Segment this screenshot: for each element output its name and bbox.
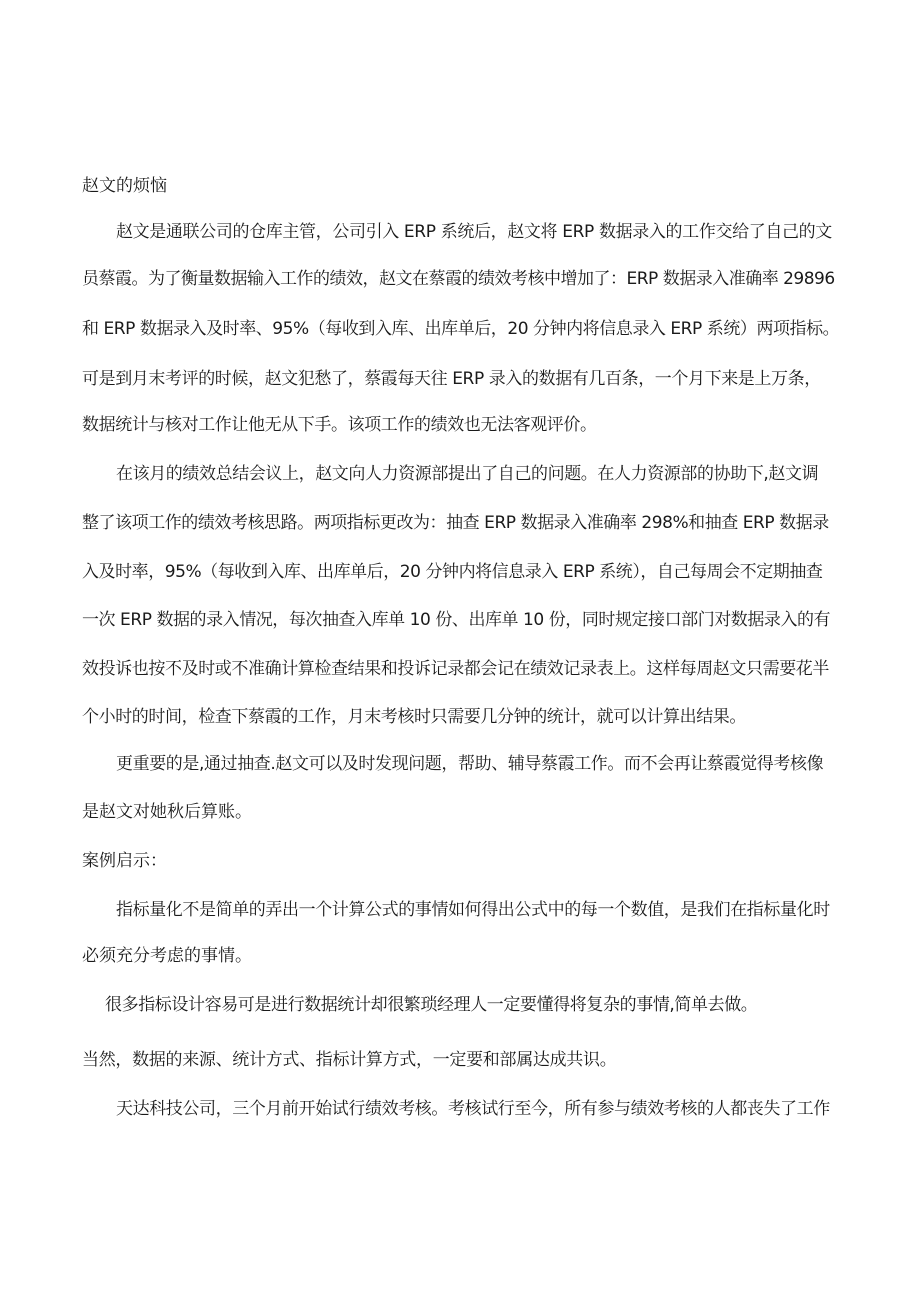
paragraph-line: 是赵文对她秋后算账。 bbox=[82, 802, 252, 822]
paragraph-line: 很多指标设计容易可是进行数据统计却很繁琐经理人一定要懂得将复杂的事情,简单去做。 bbox=[105, 995, 758, 1015]
section-heading: 案例启示： bbox=[82, 851, 167, 871]
paragraph-line: 入及时率，95%（每收到入库、出库单后，20 分钟内将信息录入 ERP 系统），自己每周会不定期抽查 bbox=[82, 562, 823, 582]
paragraph-line: 一次 ERP 数据的录入情况，每次抽查入库单 10 份、出库单 10 份，同时规定接口部门对数据录入的有 bbox=[82, 610, 831, 630]
paragraph-line: 员蔡霞。为了衡量数据输入工作的绩效，赵文在蔡霞的绩效考核中增加了：ERP 数据录入准确率 29896 bbox=[82, 269, 835, 289]
paragraph-line: 和 ERP 数据录入及时率、95%（每收到入库、出库单后，20 分钟内将信息录入 ERP 系统）两项指标。 bbox=[82, 319, 840, 339]
paragraph-line: 赵文是通联公司的仓库主管，公司引入 ERP 系统后，赵文将 ERP 数据录入的工作交给了自己的文 bbox=[116, 222, 832, 242]
paragraph-line: 个小时的时间，检查下蔡霞的工作，月末考核时只需要几分钟的统计，就可以计算出结果。 bbox=[82, 707, 746, 727]
paragraph-line: 可是到月末考评的时候，赵文犯愁了，蔡霞每天往 ERP 录入的数据有几百条，一个月下来是上万条， bbox=[82, 369, 821, 389]
document-title: 赵文的烦恼 bbox=[82, 176, 167, 196]
paragraph-line: 指标量化不是简单的弄出一个计算公式的事情如何得出公式中的每一个数值，是我们在指标量化时 bbox=[116, 900, 830, 920]
paragraph-line: 天达科技公司，三个月前开始试行绩效考核。考核试行至今，所有参与绩效考核的人都丧失了工作 bbox=[116, 1099, 830, 1119]
paragraph-line: 当然，数据的来源、统计方式、指标计算方式，一定要和部属达成共识。 bbox=[82, 1050, 617, 1070]
paragraph-line: 效投诉也按不及时或不准确计算检查结果和投诉记录都会记在绩效记录表上。这样每周赵文只需要花半 bbox=[82, 659, 829, 679]
paragraph-line: 数据统计与核对工作让他无从下手。该项工作的绩效也无法客观评价。 bbox=[82, 415, 597, 435]
paragraph-line: 整了该项工作的绩效考核思路。两项指标更改为：抽查 ERP 数据录入准确率 298%和抽查 ERP 数据录 bbox=[82, 513, 829, 533]
paragraph-line: 在该月的绩效总结会议上，赵文向人力资源部提出了自己的问题。在人力资源部的协助下,赵文调 bbox=[116, 464, 819, 484]
paragraph-line: 更重要的是,通过抽查.赵文可以及时发现问题，帮助、辅导蔡霞工作。而不会再让蔡霞觉得考核像 bbox=[116, 754, 824, 774]
paragraph-line: 必须充分考虑的事情。 bbox=[82, 946, 252, 966]
